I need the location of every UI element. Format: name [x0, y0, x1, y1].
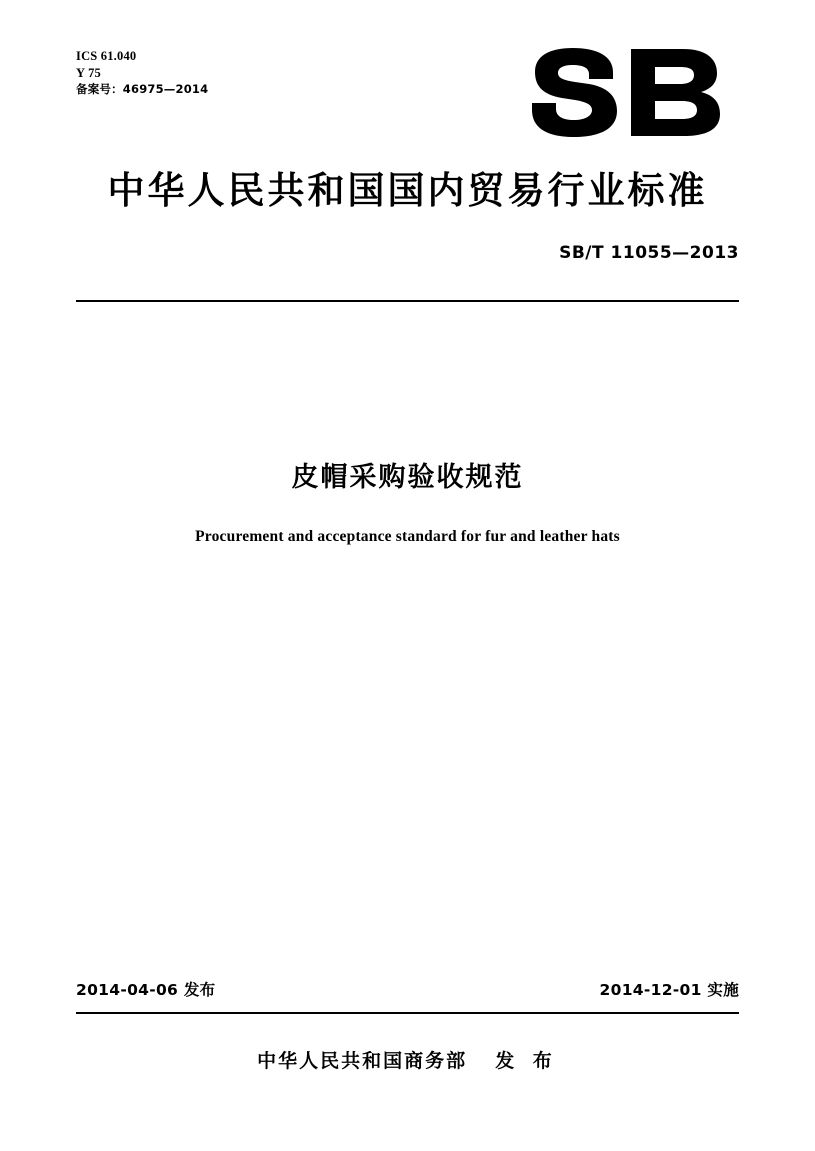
ics-code: ICS 61.040 [76, 49, 137, 63]
metadata-block [76, 48, 208, 97]
publish-word: 发 布 [495, 1050, 558, 1072]
classification-code: Y 75 [76, 65, 101, 80]
document-title-en: Procurement and acceptance standard for fur and leather hats [195, 528, 620, 545]
publisher-line [0, 1046, 815, 1073]
publisher-name: 中华人民共和国商务部 [257, 1050, 468, 1072]
divider-bottom [76, 1012, 739, 1014]
issue-date: 2014-04-06 发布 [76, 981, 216, 999]
record-number: 备案号：46975—2014 [76, 81, 209, 96]
page-title: 中华人民共和国国内贸易行业标准 [107, 169, 708, 212]
sb-logo [527, 46, 727, 138]
effective-date: 2014-12-01 实施 [599, 981, 739, 999]
standard-number: SB/T 11055—2013 [559, 243, 739, 263]
divider-top [76, 300, 739, 302]
document-title-cn: 皮帽采购验收规范 [291, 462, 524, 493]
